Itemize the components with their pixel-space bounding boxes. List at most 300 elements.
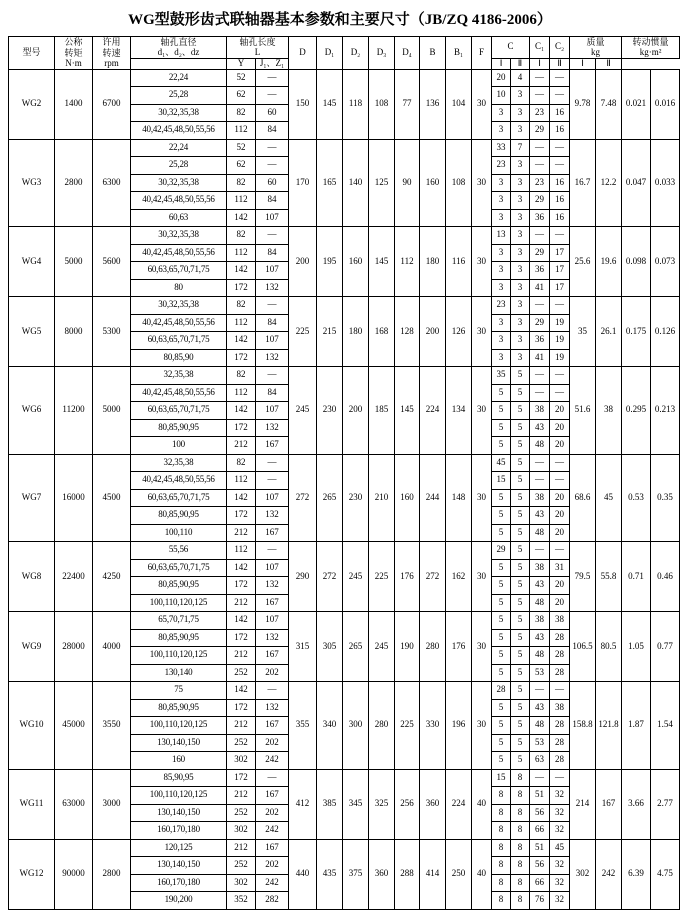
cell-model: WG7 [9, 454, 55, 542]
cell-hole-length-JZ: 107 [256, 612, 289, 630]
cell-D4: 256 [395, 769, 420, 839]
cell-shaft-diameter: 80 [131, 279, 227, 297]
cell-D4: 128 [395, 297, 420, 367]
cell-D2: 245 [343, 542, 369, 612]
cell-C1: 76 [530, 892, 550, 910]
cell-speed: 3000 [93, 769, 131, 839]
cell-hole-length-JZ: 132 [256, 279, 289, 297]
header-torque-line1: 公称 [64, 37, 83, 48]
cell-D3: 325 [369, 769, 395, 839]
cell-C2: 31 [550, 559, 570, 577]
cell-C-II: 3 [511, 87, 530, 105]
cell-C-I: 3 [492, 349, 511, 367]
cell-C-II: 3 [511, 227, 530, 245]
cell-C2: 19 [550, 349, 570, 367]
cell-shaft-diameter: 60,63,65,70,71,75 [131, 402, 227, 420]
cell-shaft-diameter: 40,42,45,48,50,55,56 [131, 384, 227, 402]
header-speed-line1: 许用 [102, 37, 121, 48]
cell-inertia-II: 2.77 [651, 769, 680, 839]
cell-hole-length-JZ: — [256, 87, 289, 105]
cell-C-II: 5 [511, 489, 530, 507]
cell-C-II: 8 [511, 857, 530, 875]
cell-hole-length-JZ: 242 [256, 874, 289, 892]
cell-hole-length-Y: 52 [227, 139, 256, 157]
cell-hole-length-JZ: 167 [256, 524, 289, 542]
cell-C1: 23 [530, 174, 550, 192]
cell-shaft-diameter: 130,140 [131, 664, 227, 682]
cell-D2: 200 [343, 367, 369, 455]
cell-D1: 340 [317, 682, 343, 770]
cell-inertia-II: 0.016 [651, 69, 680, 139]
cell-C-I: 5 [492, 612, 511, 630]
cell-hole-length-JZ: 107 [256, 262, 289, 280]
cell-shaft-diameter: 80,85,90 [131, 349, 227, 367]
cell-C-II: 8 [511, 804, 530, 822]
cell-C2: 38 [550, 612, 570, 630]
cell-shaft-diameter: 40,42,45,48,50,55,56 [131, 244, 227, 262]
cell-C2: 17 [550, 244, 570, 262]
cell-hole-length-Y: 52 [227, 69, 256, 87]
cell-C1: — [530, 682, 550, 700]
cell-C-II: 3 [511, 349, 530, 367]
cell-C1: 36 [530, 262, 550, 280]
cell-C-I: 10 [492, 87, 511, 105]
header-inertia [622, 37, 680, 59]
cell-C-II: 3 [511, 122, 530, 140]
cell-F: 30 [472, 227, 492, 297]
cell-inertia-I: 6.39 [622, 839, 651, 909]
cell-inertia-II: 0.77 [651, 612, 680, 682]
cell-shaft-diameter: 32,35,38 [131, 454, 227, 472]
cell-C-II: 5 [511, 752, 530, 770]
cell-C-I: 3 [492, 174, 511, 192]
cell-hole-length-Y: 82 [227, 227, 256, 245]
cell-C2: 32 [550, 857, 570, 875]
cell-mass-II: 80.5 [596, 612, 622, 682]
cell-D: 200 [289, 227, 317, 297]
cell-D3: 108 [369, 69, 395, 139]
cell-C-II: 5 [511, 402, 530, 420]
cell-hole-length-Y: 212 [227, 437, 256, 455]
cell-C-I: 5 [492, 507, 511, 525]
cell-B: 160 [420, 139, 446, 227]
cell-hole-length-JZ: 132 [256, 349, 289, 367]
cell-hole-length-JZ: 84 [256, 314, 289, 332]
cell-torque: 45000 [55, 682, 93, 770]
cell-hole-length-JZ: 202 [256, 664, 289, 682]
header-torque-line3: N·m [65, 57, 82, 68]
cell-C1: — [530, 139, 550, 157]
cell-C1: 43 [530, 507, 550, 525]
cell-C-I: 15 [492, 769, 511, 787]
cell-C-I: 3 [492, 244, 511, 262]
cell-C-I: 5 [492, 734, 511, 752]
cell-torque: 8000 [55, 297, 93, 367]
cell-C1: 56 [530, 857, 550, 875]
cell-C-I: 5 [492, 647, 511, 665]
cell-D3: 360 [369, 839, 395, 909]
cell-C1: — [530, 227, 550, 245]
cell-C2: — [550, 157, 570, 175]
cell-D1: 435 [317, 839, 343, 909]
cell-C1: 29 [530, 244, 550, 262]
cell-D1: 195 [317, 227, 343, 297]
header-inertia-line2: kg·m² [639, 47, 662, 58]
cell-hole-length-Y: 82 [227, 367, 256, 385]
cell-hole-length-Y: 302 [227, 822, 256, 840]
cell-D4: 145 [395, 367, 420, 455]
cell-D3: 125 [369, 139, 395, 227]
cell-model: WG6 [9, 367, 55, 455]
cell-C-I: 5 [492, 402, 511, 420]
cell-hole-length-Y: 112 [227, 192, 256, 210]
cell-hole-length-Y: 142 [227, 262, 256, 280]
cell-C-II: 8 [511, 892, 530, 910]
cell-hole-length-Y: 212 [227, 717, 256, 735]
cell-hole-length-Y: 252 [227, 804, 256, 822]
header-inertia-line1: 转动惯量 [632, 37, 669, 47]
cell-C2: 16 [550, 192, 570, 210]
cell-C1: — [530, 157, 550, 175]
cell-hole-length-Y: 252 [227, 857, 256, 875]
cell-D1: 230 [317, 367, 343, 455]
cell-C2: 28 [550, 664, 570, 682]
cell-shaft-diameter: 25,28 [131, 157, 227, 175]
cell-hole-length-Y: 302 [227, 752, 256, 770]
cell-hole-length-JZ: 132 [256, 629, 289, 647]
cell-hole-length-JZ: 167 [256, 594, 289, 612]
cell-shaft-diameter: 160 [131, 752, 227, 770]
cell-C-II: 7 [511, 139, 530, 157]
cell-hole-length-Y: 302 [227, 874, 256, 892]
cell-C2: 19 [550, 332, 570, 350]
cell-hole-length-JZ: — [256, 69, 289, 87]
cell-C1: 53 [530, 734, 550, 752]
cell-inertia-I: 0.295 [622, 367, 651, 455]
cell-C1: — [530, 367, 550, 385]
cell-C-II: 5 [511, 472, 530, 490]
header-C-I: Ⅰ [492, 58, 511, 69]
table-row [9, 297, 680, 315]
cell-C2: 32 [550, 787, 570, 805]
cell-hole-length-Y: 112 [227, 244, 256, 262]
cell-B1: 196 [446, 682, 472, 770]
cell-speed: 3550 [93, 682, 131, 770]
cell-F: 40 [472, 769, 492, 839]
table-row [9, 682, 680, 700]
cell-torque: 5000 [55, 227, 93, 297]
cell-hole-length-JZ: 132 [256, 577, 289, 595]
cell-C2: 19 [550, 314, 570, 332]
cell-C-II: 5 [511, 542, 530, 560]
cell-shaft-diameter: 100 [131, 437, 227, 455]
cell-hole-length-JZ: 107 [256, 332, 289, 350]
cell-F: 30 [472, 542, 492, 612]
cell-shaft-diameter: 85,90,95 [131, 769, 227, 787]
cell-C1: 29 [530, 192, 550, 210]
cell-inertia-I: 0.021 [622, 69, 651, 139]
header-mass-I: Ⅰ [530, 58, 550, 69]
cell-C-I: 35 [492, 367, 511, 385]
cell-hole-length-Y: 142 [227, 682, 256, 700]
table-row [9, 69, 680, 87]
cell-hole-length-JZ: — [256, 227, 289, 245]
cell-inertia-II: 0.033 [651, 139, 680, 227]
cell-inertia-II: 0.213 [651, 367, 680, 455]
cell-C1: 48 [530, 647, 550, 665]
cell-inertia-I: 3.66 [622, 769, 651, 839]
cell-D3: 245 [369, 612, 395, 682]
cell-hole-length-JZ: — [256, 157, 289, 175]
cell-C-I: 3 [492, 122, 511, 140]
cell-B1: 176 [446, 612, 472, 682]
spec-table [8, 36, 680, 910]
cell-C-II: 8 [511, 787, 530, 805]
cell-C-I: 5 [492, 594, 511, 612]
cell-C-I: 5 [492, 524, 511, 542]
cell-D: 440 [289, 839, 317, 909]
cell-D1: 272 [317, 542, 343, 612]
cell-hole-length-Y: 352 [227, 892, 256, 910]
cell-D2: 140 [343, 139, 369, 227]
cell-speed: 5600 [93, 227, 131, 297]
cell-inertia-II: 0.46 [651, 542, 680, 612]
cell-hole-length-JZ: 107 [256, 489, 289, 507]
cell-shaft-diameter: 160,170,180 [131, 874, 227, 892]
cell-D2: 265 [343, 612, 369, 682]
cell-C-I: 20 [492, 69, 511, 87]
cell-C-I: 3 [492, 332, 511, 350]
cell-C1: — [530, 69, 550, 87]
cell-model: WG9 [9, 612, 55, 682]
cell-C-I: 5 [492, 489, 511, 507]
cell-torque: 63000 [55, 769, 93, 839]
cell-C-II: 5 [511, 664, 530, 682]
cell-C1: 48 [530, 594, 550, 612]
header-B: B [420, 37, 446, 70]
cell-torque: 2800 [55, 139, 93, 227]
header-inertia-II: Ⅱ [596, 58, 622, 69]
cell-C2: — [550, 542, 570, 560]
cell-B1: 134 [446, 367, 472, 455]
header-D1: D₁ [317, 37, 343, 70]
cell-inertia-II: 0.126 [651, 297, 680, 367]
cell-shaft-diameter: 40,42,45,48,50,55,56 [131, 314, 227, 332]
cell-C-II: 5 [511, 437, 530, 455]
cell-mass-II: 242 [596, 839, 622, 909]
cell-C-II: 5 [511, 682, 530, 700]
cell-C-II: 5 [511, 559, 530, 577]
header-C-II: Ⅱ [511, 58, 530, 69]
cell-C1: 38 [530, 402, 550, 420]
cell-inertia-I: 0.047 [622, 139, 651, 227]
cell-inertia-I: 0.175 [622, 297, 651, 367]
cell-shaft-diameter: 32,35,38 [131, 367, 227, 385]
cell-C1: 51 [530, 839, 550, 857]
cell-B: 244 [420, 454, 446, 542]
cell-torque: 16000 [55, 454, 93, 542]
cell-C-II: 5 [511, 367, 530, 385]
cell-C2: 20 [550, 524, 570, 542]
cell-hole-length-JZ: 132 [256, 419, 289, 437]
cell-mass-II: 167 [596, 769, 622, 839]
cell-D: 245 [289, 367, 317, 455]
header-B1: B₁ [446, 37, 472, 70]
cell-hole-length-Y: 212 [227, 524, 256, 542]
cell-hole-length-JZ: 84 [256, 244, 289, 262]
header-mass-II: Ⅱ [550, 58, 570, 69]
cell-model: WG3 [9, 139, 55, 227]
cell-D: 315 [289, 612, 317, 682]
cell-hole-length-Y: 142 [227, 332, 256, 350]
cell-C-II: 5 [511, 699, 530, 717]
cell-hole-length-Y: 212 [227, 647, 256, 665]
cell-mass-I: 16.7 [570, 139, 596, 227]
cell-B: 272 [420, 542, 446, 612]
cell-model: WG8 [9, 542, 55, 612]
cell-shaft-diameter: 60,63,65,70,71,75 [131, 559, 227, 577]
cell-speed: 2800 [93, 839, 131, 909]
cell-hole-length-Y: 142 [227, 559, 256, 577]
cell-torque: 22400 [55, 542, 93, 612]
cell-C-I: 23 [492, 297, 511, 315]
cell-D2: 300 [343, 682, 369, 770]
cell-D4: 160 [395, 454, 420, 542]
cell-C2: 28 [550, 629, 570, 647]
cell-shaft-diameter: 60,63 [131, 209, 227, 227]
cell-hole-length-Y: 112 [227, 122, 256, 140]
cell-C-I: 3 [492, 262, 511, 280]
cell-shaft-diameter: 130,140,150 [131, 857, 227, 875]
cell-shaft-diameter: 40,42,45,48,50,55,56 [131, 472, 227, 490]
cell-hole-length-JZ: 84 [256, 384, 289, 402]
cell-C2: 28 [550, 734, 570, 752]
cell-speed: 6700 [93, 69, 131, 139]
cell-B: 200 [420, 297, 446, 367]
cell-hole-length-JZ: — [256, 682, 289, 700]
cell-C1: 38 [530, 489, 550, 507]
cell-C-I: 8 [492, 857, 511, 875]
cell-F: 40 [472, 839, 492, 909]
cell-C1: 38 [530, 612, 550, 630]
cell-D3: 185 [369, 367, 395, 455]
table-row [9, 227, 680, 245]
header-shaft-diameter-line1: 轴孔直径 [160, 37, 197, 47]
cell-C2: — [550, 139, 570, 157]
cell-C2: 32 [550, 822, 570, 840]
cell-D4: 225 [395, 682, 420, 770]
cell-shaft-diameter: 40,42,45,48,50,55,56 [131, 192, 227, 210]
cell-C-II: 4 [511, 69, 530, 87]
cell-hole-length-JZ: 242 [256, 752, 289, 770]
page-title: WG型鼓形齿式联轴器基本参数和主要尺寸（JB/ZQ 4186-2006） [128, 12, 552, 28]
cell-C2: 28 [550, 717, 570, 735]
cell-C2: 32 [550, 804, 570, 822]
cell-hole-length-Y: 172 [227, 419, 256, 437]
cell-shaft-diameter: 190,200 [131, 892, 227, 910]
cell-inertia-II: 4.75 [651, 839, 680, 909]
cell-B: 360 [420, 769, 446, 839]
cell-C1: — [530, 454, 550, 472]
table-row [9, 769, 680, 787]
cell-D1: 385 [317, 769, 343, 839]
cell-C1: 56 [530, 804, 550, 822]
cell-C-II: 5 [511, 629, 530, 647]
cell-hole-length-Y: 142 [227, 489, 256, 507]
cell-C-I: 8 [492, 822, 511, 840]
cell-shaft-diameter: 30,32,35,38 [131, 297, 227, 315]
cell-C-II: 8 [511, 769, 530, 787]
cell-torque: 90000 [55, 839, 93, 909]
cell-hole-length-Y: 112 [227, 542, 256, 560]
cell-hole-length-Y: 212 [227, 594, 256, 612]
cell-C-II: 5 [511, 577, 530, 595]
cell-mass-II: 19.6 [596, 227, 622, 297]
cell-C2: — [550, 769, 570, 787]
cell-C1: — [530, 87, 550, 105]
cell-hole-length-JZ: — [256, 367, 289, 385]
cell-shaft-diameter: 100,110 [131, 524, 227, 542]
cell-shaft-diameter: 22,24 [131, 139, 227, 157]
cell-C-I: 8 [492, 892, 511, 910]
cell-D3: 280 [369, 682, 395, 770]
cell-C1: 29 [530, 122, 550, 140]
cell-B: 136 [420, 69, 446, 139]
cell-C1: — [530, 769, 550, 787]
header-hole-length [227, 37, 289, 59]
cell-C-II: 8 [511, 874, 530, 892]
cell-C1: 38 [530, 559, 550, 577]
header-D: D [289, 37, 317, 70]
cell-C1: 43 [530, 699, 550, 717]
cell-hole-length-Y: 212 [227, 787, 256, 805]
cell-hole-length-JZ: 167 [256, 717, 289, 735]
cell-speed: 4000 [93, 612, 131, 682]
cell-D2: 118 [343, 69, 369, 139]
cell-hole-length-Y: 82 [227, 454, 256, 472]
cell-C2: 16 [550, 122, 570, 140]
header-torque [55, 37, 93, 70]
cell-shaft-diameter: 55,56 [131, 542, 227, 560]
cell-shaft-diameter: 60,63,65,70,71,75 [131, 489, 227, 507]
cell-C-I: 8 [492, 787, 511, 805]
cell-hole-length-JZ: 202 [256, 734, 289, 752]
cell-mass-I: 302 [570, 839, 596, 909]
cell-C-II: 3 [511, 279, 530, 297]
cell-model: WG5 [9, 297, 55, 367]
cell-C1: 43 [530, 419, 550, 437]
cell-mass-II: 38 [596, 367, 622, 455]
cell-F: 30 [472, 367, 492, 455]
cell-C2: 28 [550, 647, 570, 665]
table-row [9, 612, 680, 630]
cell-C-I: 5 [492, 717, 511, 735]
cell-shaft-diameter: 80,85,90,95 [131, 577, 227, 595]
cell-D4: 288 [395, 839, 420, 909]
cell-C2: 20 [550, 507, 570, 525]
cell-hole-length-JZ: — [256, 472, 289, 490]
cell-model: WG2 [9, 69, 55, 139]
cell-C-II: 3 [511, 314, 530, 332]
cell-C1: — [530, 297, 550, 315]
cell-C2: — [550, 472, 570, 490]
header-hole-length-line1: 轴孔长度 [239, 37, 276, 47]
cell-C-I: 5 [492, 559, 511, 577]
cell-C2: 20 [550, 402, 570, 420]
cell-hole-length-Y: 172 [227, 279, 256, 297]
cell-hole-length-JZ: 107 [256, 559, 289, 577]
cell-C-II: 3 [511, 297, 530, 315]
